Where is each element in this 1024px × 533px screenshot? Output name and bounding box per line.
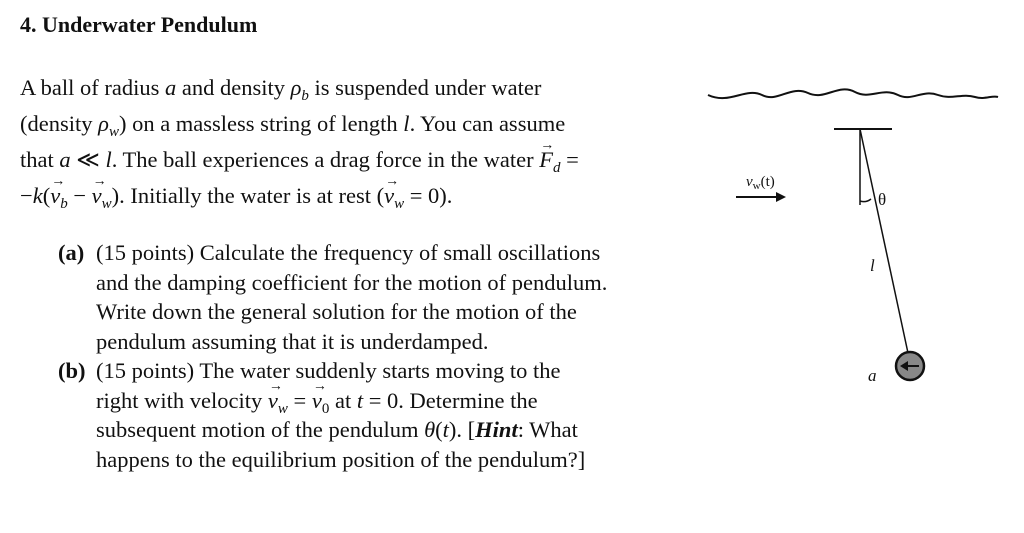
statement-line-3: that a ≪ l. The ball experiences a drag force in the water → $F_d$ = — [20, 142, 680, 178]
part-b-line: subsequent motion of the pendulum θ(t). [Hint: What — [96, 417, 578, 442]
problem-statement — [20, 70, 680, 214]
radius-label: a — [868, 366, 877, 385]
part-a-label: (a) — [58, 240, 85, 265]
part-a-line: pendulum assuming that it is underdamped. — [96, 328, 489, 354]
velocity-label: $v_w(t)$ — [746, 174, 775, 192]
part-a-line: (15 points) Calculate the frequency of small oscillations — [96, 240, 601, 265]
pendulum-diagram — [700, 75, 1024, 395]
part-b-line: right with velocity → $v_w$ = → $v_0$ at t = 0. Determine the — [96, 386, 698, 416]
statement-line-1: A ball of radius a and density $\rho_b$ is suspended under water — [20, 75, 542, 104]
water-surface — [708, 89, 998, 98]
problem-parts — [58, 238, 698, 474]
part-b-label: (b) — [58, 358, 86, 383]
problem-title: 4. Underwater Pendulum — [20, 12, 258, 37]
statement-line-4: $-k(\to v_b$ − → $v_w$). Initially the water is at rest (→ $v_w = 0$). — [20, 178, 680, 214]
length-label: l — [870, 256, 875, 275]
part-a-line: and the damping coefficient for the motion of pendulum. — [96, 269, 608, 295]
part-b-line: happens to the equilibrium position of the pendulum?] — [96, 446, 586, 472]
part-b — [58, 356, 698, 474]
hint-label: Hint — [475, 417, 518, 442]
part-b-line: (15 points) The water suddenly starts moving to the — [96, 358, 561, 383]
angle-label: θ — [878, 190, 887, 209]
angle-arc — [860, 199, 871, 202]
statement-line-2: (density $\rho_w$) on a massless string of length l. You can assume — [20, 111, 566, 140]
part-a — [58, 238, 698, 356]
arrow-right-icon — [736, 192, 786, 202]
part-a-line: Write down the general solution for the motion of the — [96, 299, 577, 324]
pendulum-string — [860, 129, 908, 353]
